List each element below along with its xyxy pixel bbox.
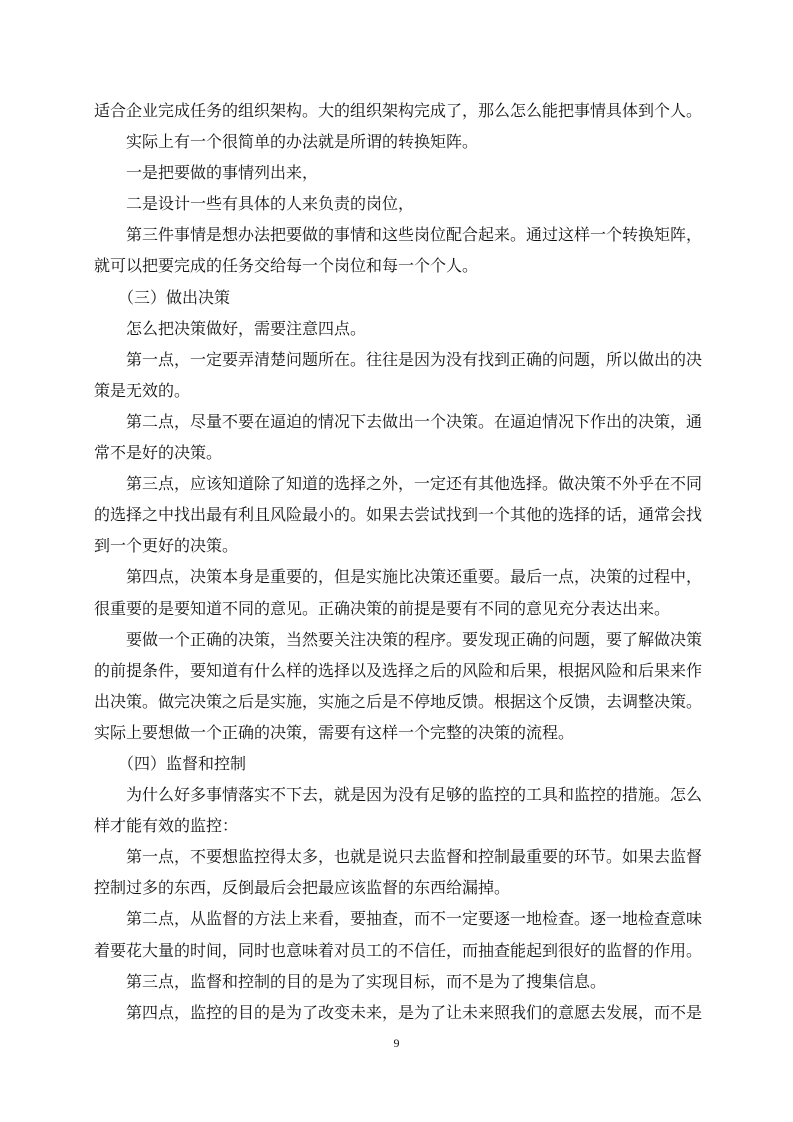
paragraph: 第三件事情是想办法把要做的事情和这些岗位配合起来。通过这样一个转换矩阵，就可以把要完成的任务交给每一个岗位和每一个个人。 (94, 227, 703, 276)
paragraph: 第三点，监督和控制的目的是为了实现目标，而不是为了搜集信息。 (126, 973, 607, 991)
document-body (94, 96, 702, 1029)
paragraph: 第三点，应该知道除了知道的选择之外，一定还有其他选择。做决策不外乎在不同的选择之中找出最有利且风险最小的。如果去尝试找到一个其他的选择的话，通常会找到一个更好的决策。 (94, 476, 703, 556)
paragraph: 为什么好多事情落实不下去，就是因为没有足够的监控的工具和监控的措施。怎么样才能有效的监控： (94, 787, 703, 836)
section-heading: （四）监督和控制 (118, 755, 247, 773)
paragraph: 适合企业完成任务的组织架构。大的组织架构完成了，那么怎么能把事情具体到个人。 (94, 103, 703, 120)
paragraph: 第一点，一定要弄清楚问题所在。往往是因为没有找到正确的问题，所以做出的决策是无效的。 (94, 351, 703, 400)
paragraph: 怎么把决策做好，需要注意四点。 (126, 320, 367, 338)
paragraph: 一是把要做的事情列出来， (126, 165, 319, 183)
paragraph: 第二点，尽量不要在逼迫的情况下去做出一个决策。在逼迫情况下作出的决策，通常不是好的决策。 (94, 413, 703, 463)
paragraph: 第四点，决策本身是重要的，但是实施比决策还重要。最后一点，决策的过程中，很重要的是要知道不同的意见。正确决策的前提是要有不同的意见充分表达出来。 (94, 569, 703, 618)
page-number: 9 (393, 1036, 400, 1050)
section-heading: （三）做出决策 (118, 289, 231, 307)
paragraph: 要做一个正确的决策，当然要关注决策的程序。要发现正确的问题，要了解做决策的前提条件，要知道有什么样的选择以及选择之后的风险和后果，根据风险和后果来作出决策。做完决策之后是实施，实施之后是不停地反馈。根据这个反馈，去调整决策。实际上要想做一个正确的决策，需要有这样一个完整的决策的流程。 (94, 631, 703, 742)
paragraph: 第一点，不要想监控得太多，也就是说只去监督和控制最重要的环节。如果去监督控制过多的东西，反倒最后会把最应该监督的东西给漏掉。 (94, 849, 703, 898)
paragraph: 第二点，从监督的方法上来看，要抽查，而不一定要逐一地检查。逐一地检查意味着要花大量的时间，同时也意味着对员工的不信任，而抽查能起到很好的监督的作用。 (94, 911, 703, 960)
paragraph: 二是设计一些有具体的人来负责的岗位， (126, 196, 415, 214)
paragraph: 第四点，监控的目的是为了改变未来，是为了让未来照我们的意愿去发展，而不是 (126, 1004, 703, 1022)
paragraph: 实际上有一个很简单的办法就是所谓的转换矩阵。 (126, 134, 479, 152)
